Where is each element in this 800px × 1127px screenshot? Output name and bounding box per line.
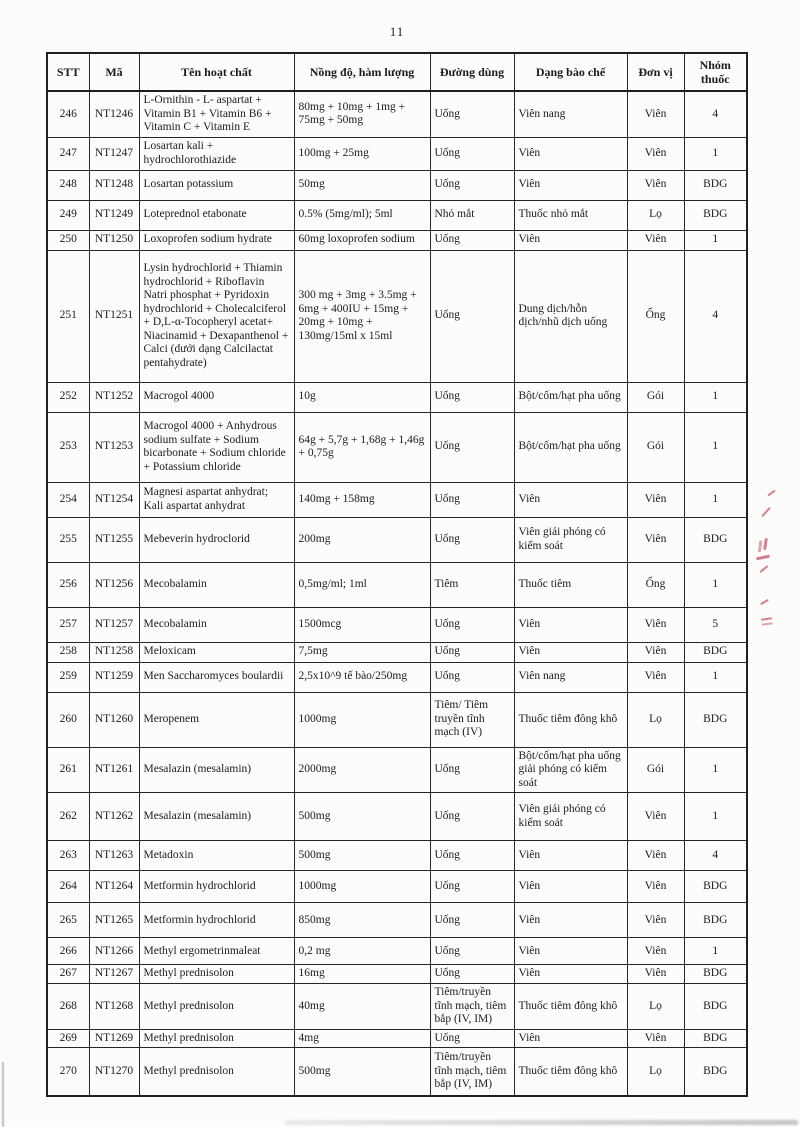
table-cell: 16mg: [294, 965, 430, 984]
table-cell: Viên: [514, 965, 627, 984]
table-cell: Viên: [627, 642, 684, 662]
table-cell: 256: [47, 562, 89, 607]
table-cell: 1: [684, 747, 747, 793]
table-cell: NT1270: [89, 1048, 139, 1096]
table-cell: Uống: [430, 382, 514, 412]
table-cell: 250: [47, 230, 89, 250]
table-cell: NT1261: [89, 747, 139, 793]
table-cell: Mesalazin (mesalamin): [139, 747, 294, 793]
table-cell: NT1250: [89, 230, 139, 250]
column-header: Đơn vị: [627, 53, 684, 91]
table-row: [47, 965, 747, 984]
handwriting-stroke: [761, 617, 772, 621]
table-row: [47, 938, 747, 965]
table-cell: Viên nang: [514, 91, 627, 137]
table-cell: Mecobalamin: [139, 562, 294, 607]
table-cell: Viên giải phóng có kiểm soát: [514, 517, 627, 562]
table-cell: 500mg: [294, 841, 430, 871]
table-cell: Tiêm/ Tiêm truyền tĩnh mạch (IV): [430, 692, 514, 747]
table-cell: Metformin hydrochlorid: [139, 871, 294, 903]
table-cell: BDG: [684, 983, 747, 1029]
table-cell: L-Ornithin - L- aspartat + Vitamin B1 + Vitamin B6 + Vitamin C + Vitamin E: [139, 91, 294, 137]
table-cell: 500mg: [294, 1048, 430, 1096]
table-cell: BDG: [684, 170, 747, 200]
table-cell: Uống: [430, 517, 514, 562]
table-cell: Uống: [430, 91, 514, 137]
handwriting-stroke: [763, 538, 768, 550]
table-cell: Viên: [627, 91, 684, 137]
table-cell: 1: [684, 562, 747, 607]
table-cell: Viên: [514, 607, 627, 642]
table-cell: Methyl prednisolon: [139, 1048, 294, 1096]
table-cell: Uống: [430, 230, 514, 250]
table-cell: Viên: [627, 1029, 684, 1048]
table-cell: 1: [684, 412, 747, 482]
table-cell: Viên: [514, 1029, 627, 1048]
table-cell: Nhỏ mắt: [430, 200, 514, 230]
table-cell: Uống: [430, 137, 514, 170]
table-cell: 7,5mg: [294, 642, 430, 662]
table-cell: Viên: [514, 871, 627, 903]
handwriting-stroke: [761, 507, 771, 517]
table-cell: Methyl prednisolon: [139, 983, 294, 1029]
table-cell: Viên: [514, 230, 627, 250]
table-header-row: [47, 53, 747, 91]
table-cell: Viên: [627, 938, 684, 965]
table-cell: Thuốc tiêm: [514, 562, 627, 607]
table-cell: 1: [684, 382, 747, 412]
table-row: [47, 662, 747, 692]
table-cell: BDG: [684, 1048, 747, 1096]
table-cell: Viên: [627, 871, 684, 903]
table-cell: 60mg loxoprofen sodium: [294, 230, 430, 250]
table-cell: NT1258: [89, 642, 139, 662]
table-cell: 249: [47, 200, 89, 230]
table-row: [47, 1048, 747, 1096]
table-cell: 4: [684, 91, 747, 137]
table-cell: NT1269: [89, 1029, 139, 1048]
table-cell: NT1248: [89, 170, 139, 200]
table-cell: NT1260: [89, 692, 139, 747]
handwriting-stroke: [767, 490, 776, 497]
table-row: [47, 200, 747, 230]
table-cell: Viên: [514, 841, 627, 871]
column-header: STT: [47, 53, 89, 91]
table-cell: Mesalazin (mesalamin): [139, 793, 294, 841]
drug-table: [46, 52, 748, 1097]
table-cell: BDG: [684, 200, 747, 230]
table-row: [47, 562, 747, 607]
table-cell: Tiêm/truyền tĩnh mạch, tiêm bắp (IV, IM): [430, 1048, 514, 1096]
table-cell: Uống: [430, 1029, 514, 1048]
table-cell: Viên: [627, 170, 684, 200]
table-cell: 0.5% (5mg/ml); 5ml: [294, 200, 430, 230]
table-row: [47, 1029, 747, 1048]
table-cell: Thuốc tiêm đông khô: [514, 1048, 627, 1096]
table-cell: Viên: [627, 482, 684, 517]
table-cell: 259: [47, 662, 89, 692]
table-cell: Tiêm: [430, 562, 514, 607]
table-cell: Uống: [430, 871, 514, 903]
table-cell: Viên: [627, 965, 684, 984]
table-cell: Lọ: [627, 983, 684, 1029]
table-cell: Uống: [430, 841, 514, 871]
table-cell: Viên: [514, 642, 627, 662]
table-cell: NT1268: [89, 983, 139, 1029]
column-header: Mã: [89, 53, 139, 91]
table-cell: 260: [47, 692, 89, 747]
table-cell: NT1255: [89, 517, 139, 562]
table-cell: 255: [47, 517, 89, 562]
table-cell: Thuốc tiêm đông khô: [514, 983, 627, 1029]
table-cell: Viên: [627, 903, 684, 938]
table-cell: Uống: [430, 965, 514, 984]
table-cell: 262: [47, 793, 89, 841]
table-cell: Viên: [514, 137, 627, 170]
table-cell: Gói: [627, 412, 684, 482]
table-cell: 267: [47, 965, 89, 984]
table-cell: Lysin hydrochlorid + Thiamin hydrochlorid + Riboflavin Natri phosphat + Pyridoxin hydrochlorid + Cholecalciferol + D,L-α-Tocopheryl acetat+ Niacinamid + Dexapanthenol + Calci (dưới dạng Calcilactat pentahydrate): [139, 250, 294, 382]
table-cell: NT1246: [89, 91, 139, 137]
table-cell: Viên: [627, 662, 684, 692]
table-cell: Viên: [514, 938, 627, 965]
table-cell: 0,5mg/ml; 1ml: [294, 562, 430, 607]
column-header: Dạng bào chế: [514, 53, 627, 91]
table-cell: Mecobalamin: [139, 607, 294, 642]
column-header: Đường dùng: [430, 53, 514, 91]
table-cell: 1: [684, 662, 747, 692]
table-cell: NT1252: [89, 382, 139, 412]
table-cell: NT1247: [89, 137, 139, 170]
table-cell: 64g + 5,7g + 1,68g + 1,46g + 0,75g: [294, 412, 430, 482]
table-cell: NT1254: [89, 482, 139, 517]
table-cell: 257: [47, 607, 89, 642]
table-cell: 1000mg: [294, 692, 430, 747]
table-cell: 265: [47, 903, 89, 938]
table-cell: 2000mg: [294, 747, 430, 793]
table-cell: BDG: [684, 692, 747, 747]
table-body: [47, 91, 747, 1096]
table-cell: 252: [47, 382, 89, 412]
table-cell: BDG: [684, 903, 747, 938]
table-cell: Loteprednol etabonate: [139, 200, 294, 230]
table-cell: Viên: [514, 482, 627, 517]
table-cell: Lọ: [627, 692, 684, 747]
table-cell: 850mg: [294, 903, 430, 938]
table-cell: Viên: [627, 137, 684, 170]
table-cell: 1: [684, 482, 747, 517]
table-cell: 1: [684, 137, 747, 170]
table-cell: Uống: [430, 938, 514, 965]
table-cell: Uống: [430, 793, 514, 841]
table-cell: Mebeverin hydroclorid: [139, 517, 294, 562]
handwriting-stroke: [760, 565, 769, 573]
table-cell: 1: [684, 938, 747, 965]
column-header: Nồng độ, hàm lượng: [294, 53, 430, 91]
table-cell: Macrogol 4000 + Anhydrous sodium sulfate + Sodium bicarbonate + Sodium chloride + Potassium chloride: [139, 412, 294, 482]
table-cell: 264: [47, 871, 89, 903]
table-cell: NT1266: [89, 938, 139, 965]
table-cell: 247: [47, 137, 89, 170]
handwriting-stroke: [756, 555, 770, 561]
table-cell: Metadoxin: [139, 841, 294, 871]
table-cell: Uống: [430, 250, 514, 382]
handwriting-stroke: [760, 599, 769, 605]
table-cell: NT1257: [89, 607, 139, 642]
table-cell: Tiêm/truyền tĩnh mạch, tiêm bắp (IV, IM): [430, 983, 514, 1029]
table-cell: Bột/cốm/hạt pha uống giải phóng có kiểm soát: [514, 747, 627, 793]
table-cell: 268: [47, 983, 89, 1029]
table-cell: Magnesi aspartat anhydrat; Kali aspartat anhydrat: [139, 482, 294, 517]
table-cell: NT1249: [89, 200, 139, 230]
table-cell: BDG: [684, 871, 747, 903]
table-cell: 100mg + 25mg: [294, 137, 430, 170]
table-cell: 263: [47, 841, 89, 871]
table-cell: Methyl prednisolon: [139, 965, 294, 984]
table-cell: Lọ: [627, 200, 684, 230]
table-cell: Viên: [627, 517, 684, 562]
table-cell: 1000mg: [294, 871, 430, 903]
table-cell: 1: [684, 793, 747, 841]
table-cell: Gói: [627, 747, 684, 793]
table-cell: 251: [47, 250, 89, 382]
table-row: [47, 250, 747, 382]
table-cell: 246: [47, 91, 89, 137]
table-row: [47, 170, 747, 200]
table-cell: 1: [684, 230, 747, 250]
table-cell: Gói: [627, 382, 684, 412]
table-cell: Loxoprofen sodium hydrate: [139, 230, 294, 250]
table-row: [47, 412, 747, 482]
table-cell: Meropenem: [139, 692, 294, 747]
table-cell: Uống: [430, 662, 514, 692]
table-cell: Losartan kali + hydrochlorothiazide: [139, 137, 294, 170]
table-cell: 500mg: [294, 793, 430, 841]
table-cell: Lọ: [627, 1048, 684, 1096]
table-row: [47, 607, 747, 642]
table-cell: 248: [47, 170, 89, 200]
table-cell: Uống: [430, 607, 514, 642]
table-row: [47, 871, 747, 903]
table-cell: Men Saccharomyces boulardii: [139, 662, 294, 692]
table-row: [47, 230, 747, 250]
table-cell: 270: [47, 1048, 89, 1096]
table-cell: Uống: [430, 170, 514, 200]
table-cell: 4mg: [294, 1029, 430, 1048]
table-cell: Viên: [627, 841, 684, 871]
table-row: [47, 642, 747, 662]
table-cell: Ống: [627, 250, 684, 382]
table-cell: Viên nang: [514, 662, 627, 692]
table-cell: 2,5x10^9 tế bào/250mg: [294, 662, 430, 692]
table-cell: Uống: [430, 642, 514, 662]
table-cell: Viên: [627, 793, 684, 841]
table-cell: Viên: [627, 230, 684, 250]
table-cell: Viên: [627, 607, 684, 642]
table-row: [47, 482, 747, 517]
table-cell: Ống: [627, 562, 684, 607]
table-cell: 80mg + 10mg + 1mg + 75mg + 50mg: [294, 91, 430, 137]
table-cell: Viên: [514, 170, 627, 200]
scan-artifact-bottom-smudge: [285, 1120, 798, 1125]
table-cell: Viên giải phóng có kiểm soát: [514, 793, 627, 841]
table-cell: Thuốc tiêm đông khô: [514, 692, 627, 747]
table-cell: 10g: [294, 382, 430, 412]
table-cell: 5: [684, 607, 747, 642]
table-cell: 4: [684, 250, 747, 382]
table-cell: NT1262: [89, 793, 139, 841]
table-cell: Thuốc nhỏ mắt: [514, 200, 627, 230]
table-cell: 140mg + 158mg: [294, 482, 430, 517]
table-row: [47, 137, 747, 170]
table-cell: 258: [47, 642, 89, 662]
column-header: Tên hoạt chất: [139, 53, 294, 91]
table-row: [47, 692, 747, 747]
table-cell: Uống: [430, 482, 514, 517]
table-cell: Metformin hydrochlorid: [139, 903, 294, 938]
table-cell: 266: [47, 938, 89, 965]
table-cell: Methyl prednisolon: [139, 1029, 294, 1048]
table-cell: Macrogol 4000: [139, 382, 294, 412]
table-cell: NT1251: [89, 250, 139, 382]
page-number: 11: [389, 24, 405, 39]
table-cell: BDG: [684, 1029, 747, 1048]
table-cell: 300 mg + 3mg + 3.5mg + 6mg + 400IU + 15mg + 20mg + 10mg + 130mg/15ml x 15ml: [294, 250, 430, 382]
table-cell: Uống: [430, 412, 514, 482]
table-cell: 253: [47, 412, 89, 482]
table-cell: NT1263: [89, 841, 139, 871]
table-row: [47, 903, 747, 938]
table-cell: Dung dịch/hỗn dịch/nhũ dịch uống: [514, 250, 627, 382]
table-cell: 254: [47, 482, 89, 517]
table-cell: Bột/cốm/hạt pha uống: [514, 382, 627, 412]
table-cell: Methyl ergometrinmaleat: [139, 938, 294, 965]
table-row: [47, 793, 747, 841]
table-header: [47, 53, 747, 91]
table-cell: 200mg: [294, 517, 430, 562]
table-cell: Viên: [514, 903, 627, 938]
table-cell: Bột/cốm/hạt pha uống: [514, 412, 627, 482]
scan-artifact-left-line: [2, 1062, 4, 1127]
table-cell: NT1253: [89, 412, 139, 482]
table-cell: NT1264: [89, 871, 139, 903]
table-row: [47, 382, 747, 412]
table-cell: Meloxicam: [139, 642, 294, 662]
column-header: Nhóm thuốc: [684, 53, 747, 91]
table-row: [47, 517, 747, 562]
table-row: [47, 983, 747, 1029]
table-cell: NT1256: [89, 562, 139, 607]
table-cell: NT1265: [89, 903, 139, 938]
table-cell: 269: [47, 1029, 89, 1048]
table-cell: 261: [47, 747, 89, 793]
table-cell: 40mg: [294, 983, 430, 1029]
table-cell: BDG: [684, 965, 747, 984]
table-cell: 0,2 mg: [294, 938, 430, 965]
table-cell: NT1259: [89, 662, 139, 692]
table-row: [47, 91, 747, 137]
table-row: [47, 841, 747, 871]
table-cell: 4: [684, 841, 747, 871]
table-cell: Losartan potassium: [139, 170, 294, 200]
table-cell: 50mg: [294, 170, 430, 200]
table-cell: BDG: [684, 642, 747, 662]
table-cell: 1500mcg: [294, 607, 430, 642]
table-cell: BDG: [684, 517, 747, 562]
table-cell: Uống: [430, 747, 514, 793]
table-row: [47, 747, 747, 793]
table-cell: NT1267: [89, 965, 139, 984]
table-cell: Uống: [430, 903, 514, 938]
